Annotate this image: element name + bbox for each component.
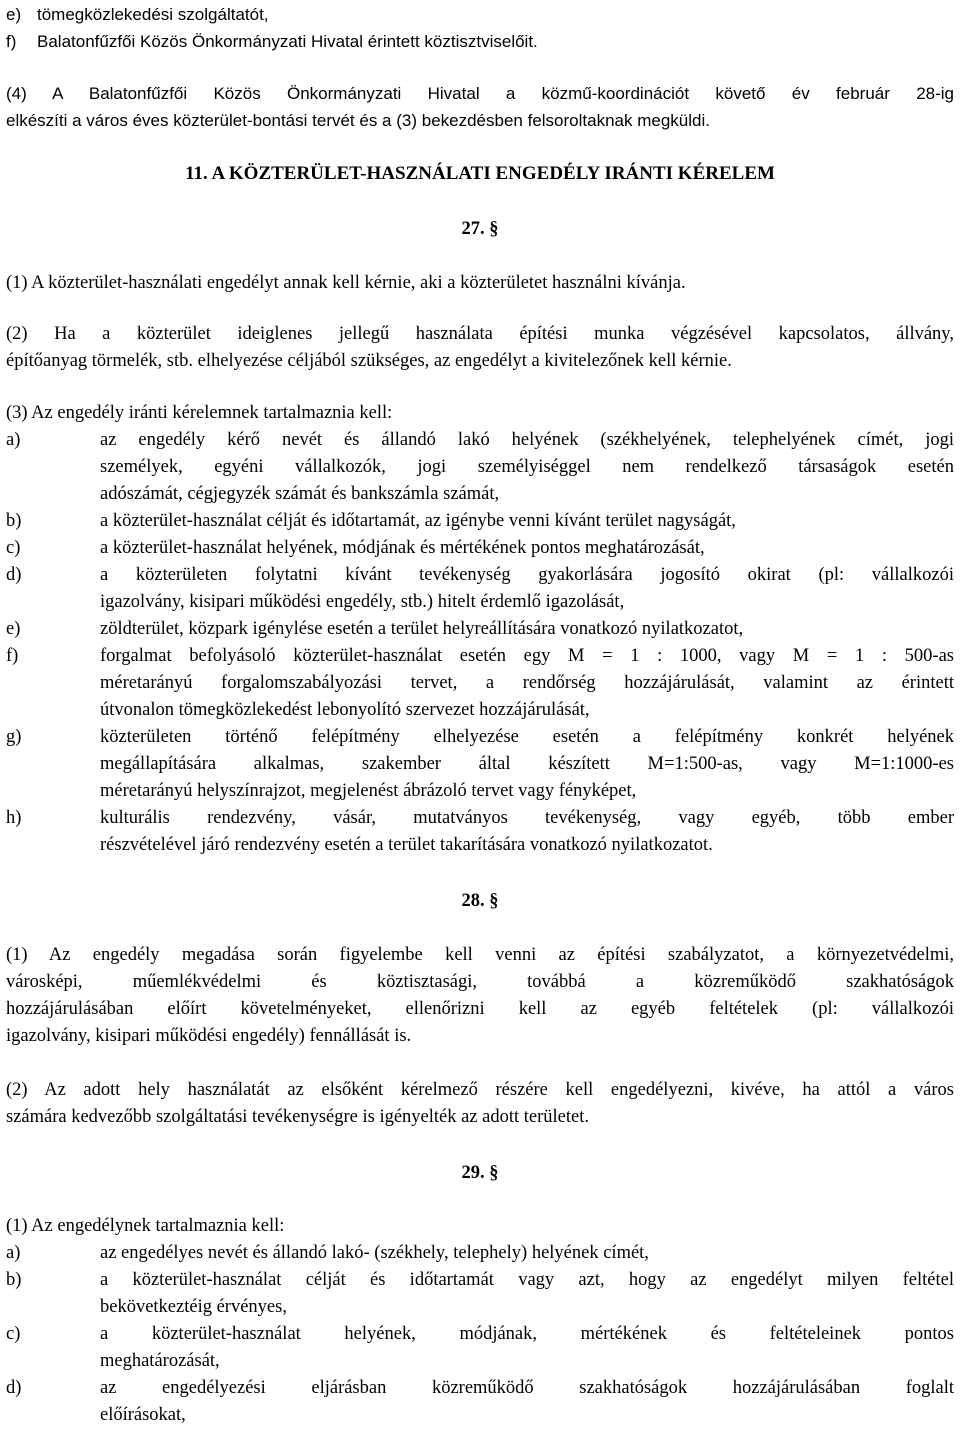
paragraph-27-1: (1) A közterület-használati engedélyt annak kell kérnie, aki a közterületet használni kívánja.: [6, 273, 686, 293]
chapter-title: 11. A KÖZTERÜLET-HASZNÁLATI ENGEDÉLY IRÁNTI KÉRELEM: [185, 163, 775, 184]
list-label: d): [6, 565, 22, 585]
text-line: a közterület-használat célját és időtartamát vagy azt, hogy az engedélyt milyen feltétel: [100, 1270, 954, 1290]
text-line: közterületen történő felépítmény elhelyezése esetén a felépítmény konkrét helyének: [100, 727, 954, 747]
text-line: forgalmat befolyásoló közterület-használat esetén egy M = 1 : 1000, vagy M = 1 : 500-as: [100, 646, 954, 666]
text-line: az engedélyes nevét és állandó lakó- (székhely, telephely) helyének címét,: [100, 1243, 649, 1263]
text-line: megállapítására alkalmas, szakember által készített M=1:500-as, vagy M=1:1000-es: [100, 754, 954, 774]
paragraph-line: (2) Ha a közterület ideiglenes jellegű használata építési munka végzésével kapcsolatos, állvány,: [6, 324, 954, 344]
list-label: c): [6, 1324, 21, 1344]
paragraph-29-1-intro: (1) Az engedélynek tartalmaznia kell:: [6, 1216, 285, 1236]
paragraph-27-3-intro: (3) Az engedély iránti kérelemnek tartalmaznia kell:: [6, 403, 393, 423]
text-line: a közterületen folytatni kívánt tevékenység gyakorlására jogosító okirat (pl: vállalkozói: [100, 565, 954, 585]
section-title-28: 28. §: [461, 891, 499, 911]
text-line: előírásokat,: [100, 1405, 186, 1425]
text-line: személyek, egyéni vállalkozók, jogi személyiséggel nem rendelkező társaságok esetén: [100, 457, 954, 477]
list-label: h): [6, 808, 22, 828]
text-line: az engedélyezési eljárásban közreműködő szakhatóságok hozzájárulásában foglalt: [100, 1378, 954, 1398]
text-line: az engedély kérő nevét és állandó lakó helyének (székhelyének, telephelyének címét, jogi: [100, 430, 954, 450]
text-line: a közterület-használat helyének, módjának, mértékének és feltételeinek pontos: [100, 1324, 954, 1344]
list-label: b): [6, 1270, 22, 1290]
list-item-text: Balatonfűzfői Közös Önkormányzati Hivatal érintett köztisztviselőit.: [37, 32, 538, 51]
list-label: a): [6, 430, 21, 450]
text-line: városképi, műemlékvédelmi és köztisztasági, továbbá a közreműködő szakhatóságok: [6, 972, 954, 992]
text-line: zöldterület, közpark igénylése esetén a terület helyreállítására vonatkozó nyilatkozatot,: [100, 619, 744, 639]
list-label: a): [6, 1243, 21, 1263]
paragraph-line: elkészíti a város éves közterület-bontási tervét és a (3) bekezdésben felsoroltaknak megküldi.: [6, 111, 710, 130]
text-line: igazolvány, kisipari működési engedély, stb.) hitelt érdemlő igazolását,: [100, 592, 625, 612]
section-title-27: 27. §: [461, 219, 499, 239]
text-line: a közterület-használat helyének, módjának és mértékének pontos meghatározását,: [100, 538, 705, 558]
list-label: b): [6, 511, 22, 531]
text-line: kulturális rendezvény, vásár, mutatványos tevékenység, vagy egyéb, több ember: [100, 808, 954, 828]
list-label: f): [6, 646, 19, 666]
section-title-29: 29. §: [461, 1163, 499, 1183]
list-label: e): [6, 5, 22, 24]
list-label: c): [6, 538, 21, 558]
list-item-text: tömegközlekedési szolgáltatót,: [37, 5, 269, 24]
text-line: méretarányú forgalomszabályozási tervet, a rendőrség hozzájárulását, valamint az érintett: [100, 673, 954, 693]
text-line: adószámát, cégjegyzék számát és bankszámla számát,: [100, 484, 500, 504]
text-line: útvonalon tömegközlekedést lebonyolító szervezet hozzájárulását,: [100, 700, 590, 720]
text-line: meghatározását,: [100, 1351, 220, 1371]
text-line: részvételével járó rendezvény esetén a terület takarítására vonatkozó nyilatkozatot.: [100, 835, 713, 855]
list-label: d): [6, 1378, 22, 1398]
text-line: hozzájárulásában előírt követelményeket, ellenőrizni kell az egyéb feltételek (pl: vállalkozói: [6, 999, 954, 1019]
text-line: (2) Az adott hely használatát az elsőként kérelmező részére kell engedélyezni, kivéve, ha attól a város: [6, 1080, 954, 1100]
text-line: bekövetkeztéig érvényes,: [100, 1297, 287, 1317]
list-label: e): [6, 619, 21, 639]
text-line: a közterület-használat célját és időtartamát, az igénybe venni kívánt terület nagyságát,: [100, 511, 736, 531]
text-line: számára kedvezőbb szolgáltatási tevékenységre is igényelték az adott területet.: [6, 1107, 590, 1127]
paragraph-line: építőanyag törmelék, stb. elhelyezése céljából szükséges, az engedélyt a kivitelezőnek kell kérnie.: [6, 351, 732, 371]
text-line: (1) Az engedély megadása során figyelembe kell venni az építési szabályzatot, a környezetvédelmi,: [6, 945, 954, 965]
text-line: igazolvány, kisipari működési engedély) fennállását is.: [6, 1026, 412, 1046]
list-label: g): [6, 727, 22, 747]
paragraph-line: (4) A Balatonfűzfői Közös Önkormányzati Hivatal a közmű-koordinációt követő év február 28-ig: [6, 84, 954, 103]
text-line: méretarányú helyszínrajzot, megjelenést ábrázoló tervet vagy fényképet,: [100, 781, 637, 801]
list-label: f): [6, 32, 17, 51]
